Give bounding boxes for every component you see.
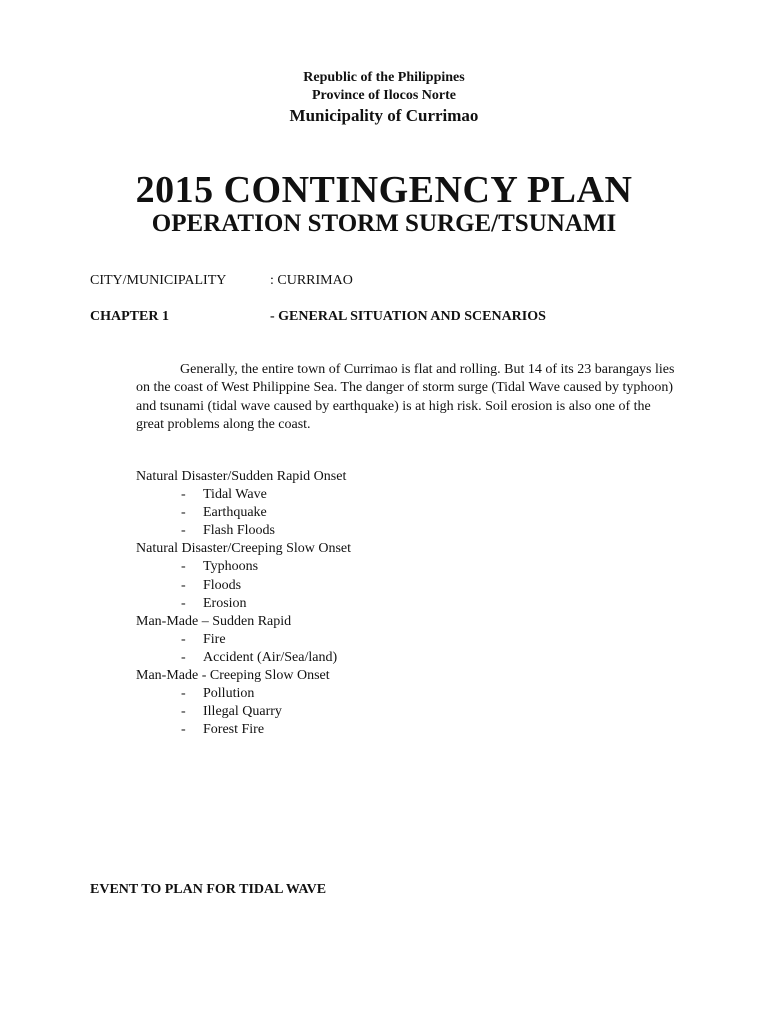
chapter-row xyxy=(90,309,546,325)
bullet-dash: - xyxy=(181,649,186,665)
hazard-category: Natural Disaster/Sudden Rapid Onset xyxy=(136,469,347,484)
event-heading: EVENT TO PLAN FOR TIDAL WAVE xyxy=(90,882,327,897)
header-province: Province of Ilocos Norte xyxy=(312,88,456,103)
chapter-label: CHAPTER 1 xyxy=(90,309,169,324)
document-subtitle: OPERATION STORM SURGE/TSUNAMI xyxy=(151,210,617,237)
hazard-item xyxy=(136,703,351,721)
hazard-item-text: Pollution xyxy=(203,686,255,702)
header-republic: Republic of the Philippines xyxy=(303,70,465,85)
bullet-dash: - xyxy=(181,559,186,575)
hazard-item-text: Illegal Quarry xyxy=(203,704,282,720)
hazard-item xyxy=(136,522,351,540)
hazard-item xyxy=(136,558,351,576)
hazard-item xyxy=(136,721,351,739)
hazard-category: Man-Made - Creeping Slow Onset xyxy=(136,668,330,684)
city-municipality-row xyxy=(90,273,353,289)
hazard-item-text: Floods xyxy=(203,577,242,593)
hazard-category: Man-Made – Sudden Rapid xyxy=(136,613,292,629)
bullet-dash: - xyxy=(181,631,186,647)
hazard-item-text: Accident (Air/Sea/land) xyxy=(203,649,338,665)
hazard-item xyxy=(136,631,351,649)
hazard-item xyxy=(136,486,351,504)
hazard-category: Natural Disaster/Creeping Slow Onset xyxy=(136,541,352,557)
hazard-item xyxy=(136,685,351,703)
hazard-item-text: Forest Fire xyxy=(203,722,265,738)
city-municipality-value: : CURRIMAO xyxy=(270,273,353,288)
hazard-item-text: Tidal Wave xyxy=(203,487,267,503)
hazard-item xyxy=(136,595,351,613)
bullet-dash: - xyxy=(181,704,186,720)
hazard-item-text: Erosion xyxy=(203,595,247,611)
bullet-dash: - xyxy=(181,487,186,503)
hazard-list xyxy=(136,468,351,739)
hazard-item-text: Fire xyxy=(203,631,226,647)
bullet-dash: - xyxy=(181,722,186,738)
hazard-item-text: Flash Floods xyxy=(203,523,275,539)
chapter-title: - GENERAL SITUATION AND SCENARIOS xyxy=(270,309,546,324)
intro-paragraph: Generally, the entire town of Currimao is flat and rolling. But 14 of its 23 barangays lies on the coast of West Philippine Sea. The danger of storm surge (Tidal Wave caused by typhoon) and tsunami (tidal wave caused by earthquake) is at high risk. Soil erosion is also one of the great problems along the coast. xyxy=(136,362,675,432)
city-municipality-label: CITY/MUNICIPALITY xyxy=(90,273,227,288)
hazard-item xyxy=(136,504,351,522)
hazard-item xyxy=(136,649,351,667)
bullet-dash: - xyxy=(181,595,186,611)
bullet-dash: - xyxy=(181,505,186,521)
bullet-dash: - xyxy=(181,686,186,702)
header-municipality: Municipality of Currimao xyxy=(289,106,479,125)
hazard-item-text: Typhoons xyxy=(203,559,259,575)
hazard-item xyxy=(136,577,351,595)
document-title: 2015 CONTINGENCY PLAN xyxy=(135,169,633,211)
bullet-dash: - xyxy=(181,577,186,593)
hazard-item-text: Earthquake xyxy=(203,505,267,521)
bullet-dash: - xyxy=(181,523,186,539)
